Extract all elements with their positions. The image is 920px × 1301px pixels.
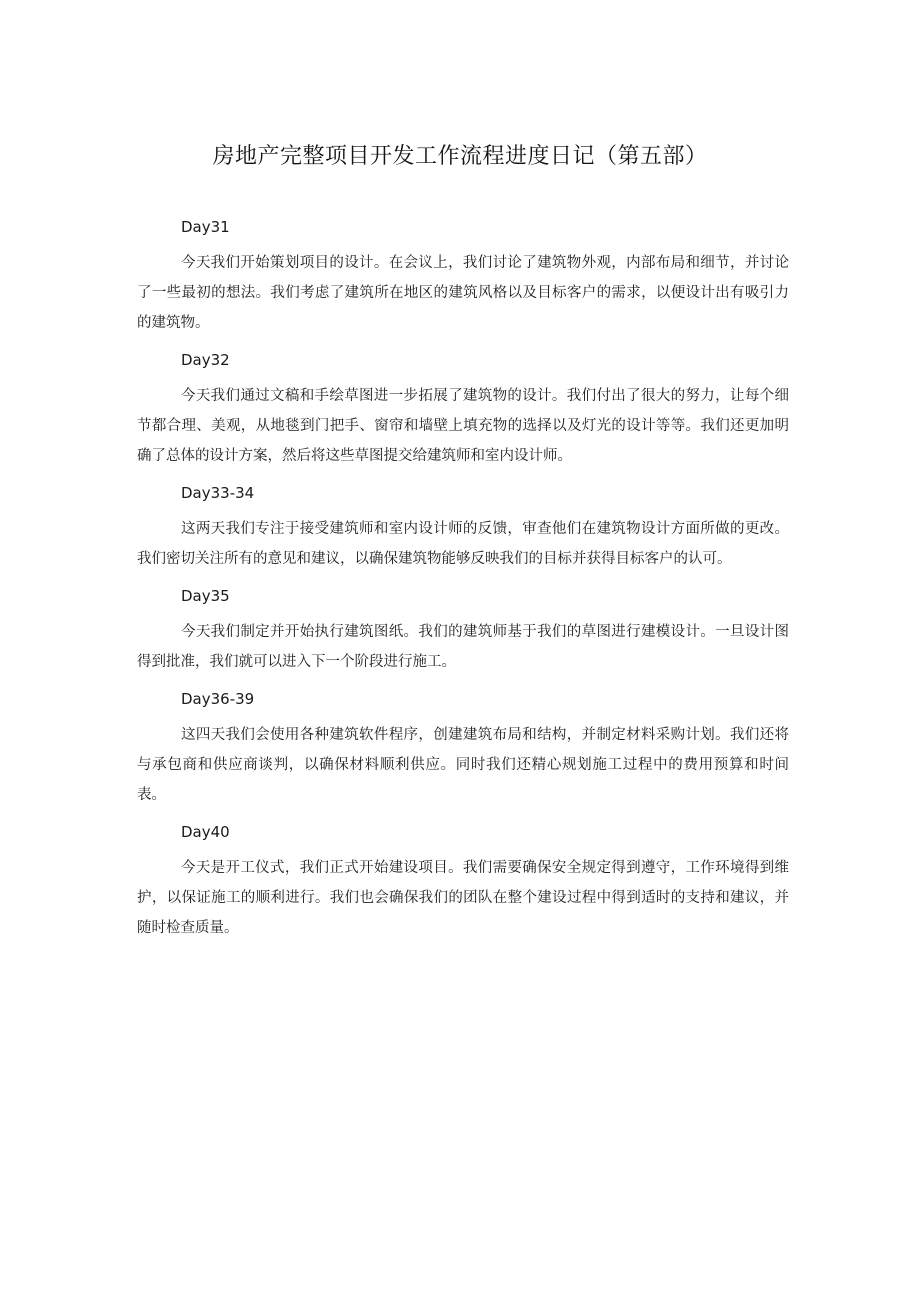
document-title: 房地产完整项目开发工作流程进度日记（第五部）	[212, 144, 708, 169]
diary-entry	[137, 684, 789, 810]
diary-entry	[137, 345, 789, 471]
diary-content	[137, 212, 789, 950]
entry-paragraph: 今天我们制定并开始执行建筑图纸。我们的建筑师基于我们的草图进行建模设计。一旦设计图得到批准，我们就可以进入下一个阶段进行施工。	[137, 624, 789, 670]
entry-paragraph: 这两天我们专注于接受建筑师和室内设计师的反馈，审查他们在建筑物设计方面所做的更改。我们密切关注所有的意见和建议，以确保建筑物能够反映我们的目标并获得目标客户的认可。	[137, 521, 789, 567]
diary-entry	[137, 212, 789, 338]
diary-entry	[137, 817, 789, 943]
entry-paragraph: 今天我们开始策划项目的设计。在会议上，我们讨论了建筑物外观，内部布局和细节，并讨论了一些最初的想法。我们考虑了建筑所在地区的建筑风格以及目标客户的需求，以便设计出有吸引力的建筑物。	[137, 255, 789, 331]
entry-day-label: Day31	[181, 218, 230, 236]
entry-day-label: Day35	[181, 587, 230, 605]
entry-paragraph: 今天我们通过文稿和手绘草图进一步拓展了建筑物的设计。我们付出了很大的努力，让每个细节都合理、美观，从地毯到门把手、窗帘和墙壁上填充物的选择以及灯光的设计等等。我们还更加明确了总体的设计方案，然后将这些草图提交给建筑师和室内设计师。	[137, 388, 789, 464]
entry-day-label: Day40	[181, 823, 230, 841]
entry-paragraph: 这四天我们会使用各种建筑软件程序，创建建筑布局和结构，并制定材料采购计划。我们还将与承包商和供应商谈判，以确保材料顺利供应。同时我们还精心规划施工过程中的费用预算和时间表。	[137, 727, 789, 803]
diary-entry	[137, 478, 789, 574]
entry-day-label: Day36-39	[181, 690, 255, 708]
entry-paragraph: 今天是开工仪式，我们正式开始建设项目。我们需要确保安全规定得到遵守，工作环境得到维护，以保证施工的顺利进行。我们也会确保我们的团队在整个建设过程中得到适时的支持和建议，并随时检查质量。	[137, 860, 789, 936]
entry-day-label: Day32	[181, 351, 230, 369]
diary-entry	[137, 581, 789, 677]
entry-day-label: Day33-34	[181, 484, 255, 502]
